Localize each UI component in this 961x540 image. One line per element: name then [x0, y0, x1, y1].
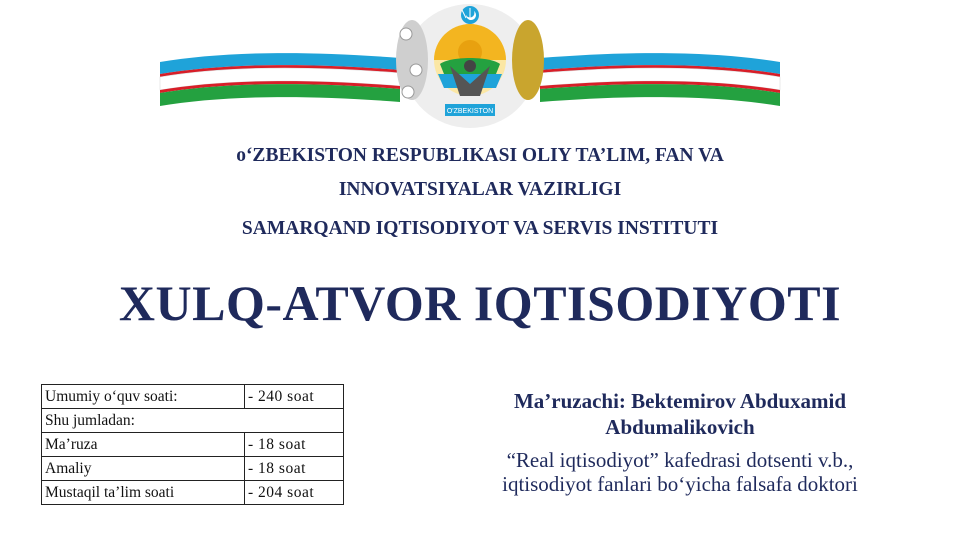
- table-row: [42, 385, 344, 409]
- table-row: [42, 457, 344, 481]
- table-row: [42, 433, 344, 457]
- svg-text:O'ZBEKISTON: O'ZBEKISTON: [446, 108, 494, 115]
- practical-hours-label: Amaliy: [42, 457, 245, 481]
- flag-ribbon-left: [160, 53, 400, 106]
- table-row: [42, 409, 344, 433]
- independent-study-value: - 204 soat: [245, 481, 344, 505]
- ministry-heading: [120, 139, 840, 207]
- institute-heading: SAMARQAND IQTISODIYOT VA SERVIS INSTITUTI: [241, 218, 719, 239]
- emblem-center: [396, 4, 544, 128]
- lecture-hours-label: Ma’ruza: [42, 433, 245, 457]
- ministry-line-2: INNOVATSIYALAR VAZIRLIGI: [338, 179, 622, 200]
- lecturer-position-line-2: iqtisodiyot fanlari bo‘yicha falsafa doktori: [502, 472, 858, 496]
- lecturer-position-line-1: “Real iqtisodiyot” kafedrasi dotsenti v.b.,: [506, 448, 854, 472]
- ministry-line-1: o‘ZBEKISTON RESPUBLIKASI OLIY TA’LIM, FAN VA: [236, 145, 724, 166]
- hours-table: [41, 384, 344, 505]
- independent-study-label: Mustaqil ta’lim soati: [42, 481, 245, 505]
- lecturer-position: [400, 448, 960, 496]
- course-title: XULQ-ATVOR IQTISODIYOTI: [118, 275, 842, 331]
- flag-ribbon-right: [540, 53, 780, 106]
- practical-hours-value: - 18 soat: [245, 457, 344, 481]
- lecturer-name-line-2: Abdumalikovich: [605, 415, 755, 439]
- uzbekistan-state-emblem-icon: [150, 0, 790, 135]
- including-label: Shu jumladan:: [42, 409, 344, 433]
- total-hours-label: Umumiy o‘quv soati:: [42, 385, 245, 409]
- lecture-hours-value: - 18 soat: [245, 433, 344, 457]
- total-hours-value: - 240 soat: [245, 385, 344, 409]
- lecturer-block: [400, 388, 960, 496]
- lecturer-name: [400, 388, 960, 440]
- lecturer-name-line-1: Ma’ruzachi: Bektemirov Abduxamid: [513, 389, 847, 413]
- emblem-banner: [150, 0, 790, 135]
- table-row: [42, 481, 344, 505]
